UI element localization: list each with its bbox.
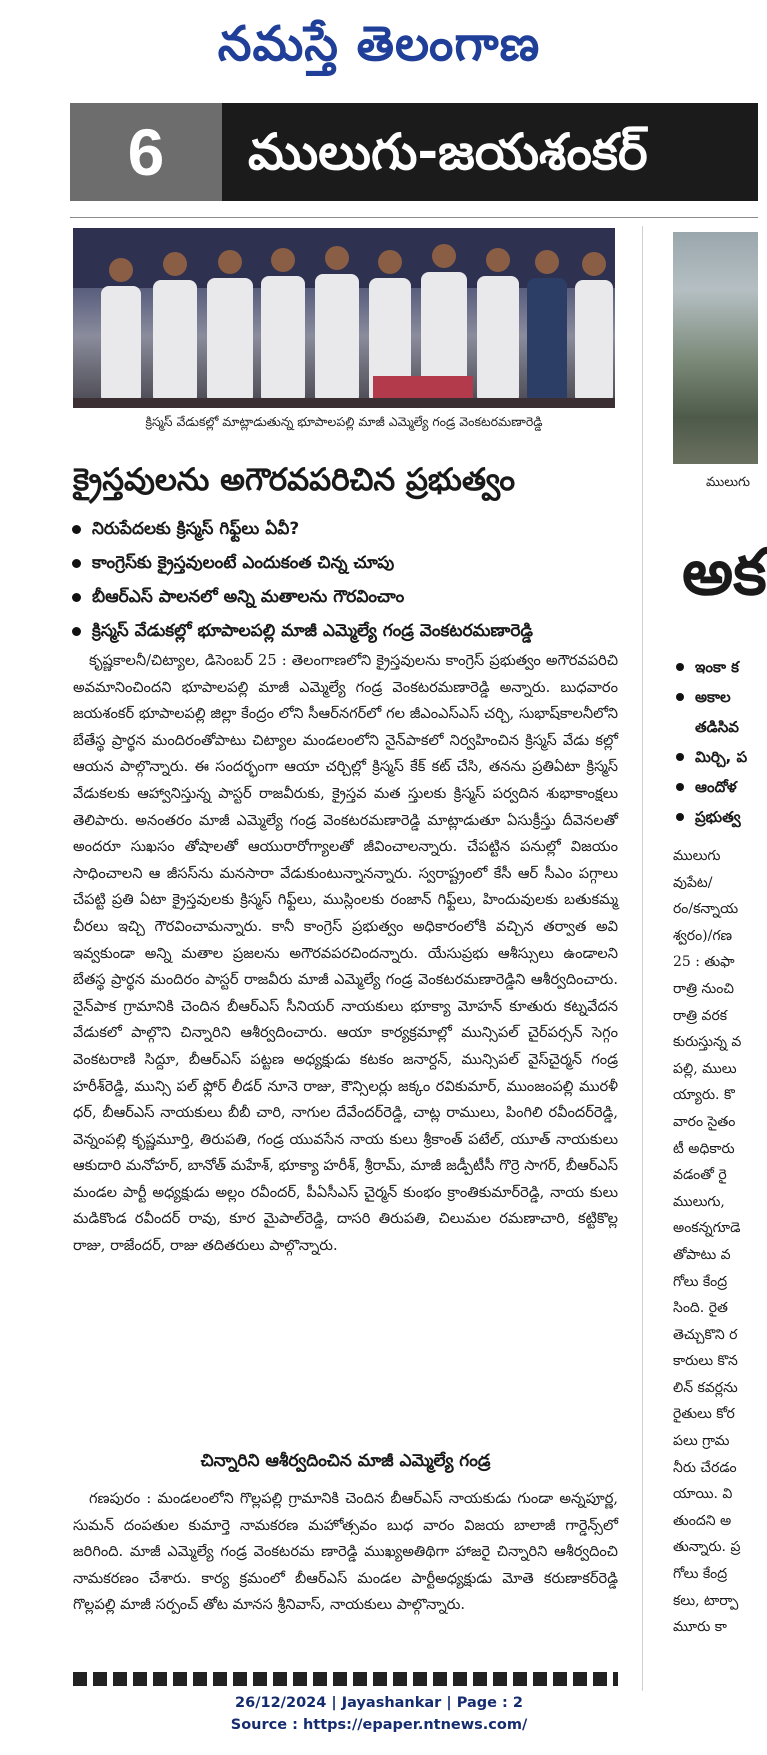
footer-source-line: Source : https://epaper.ntnews.com/: [230, 1717, 528, 1733]
section-title-bar: ములుగు-జయశంకర్: [222, 103, 758, 201]
bullet-item: కాంగ్రెస్‌కు క్రైస్తవులంటే ఎందుకంత చిన్న చూపు: [70, 546, 618, 580]
second-story-body: గణపురం : మండలంలోని గొల్లపల్లి గ్రామానికి చెందిన బీఆర్‌ఎస్ నాయకుడు గుండా అన్నపూర్ణ, సుమన్ దంపతుల కుమార్తె నామకరణ మహోత్సవం బుధ వారం విజయ బాలాజీ గార్డెన్స్‌లో జరిగింది. మాజీ ఎమ్మెల్యే గండ్ర వెంకటరమ ణారెడ్డి ముఖ్యఅతిథిగా హాజరై చిన్నారిని ఆశీర్వదించి నామకరణం చేశారు. కార్య క్రమంలో బీఆర్‌ఎస్ మండల పార్టీఅధ్యక్షుడు మోతె కరుణాకర్‌రెడ్డి గొల్లపల్లి మాజీ సర్పంచ్ తోట మానస శ్రీనివాస్, నాయకులు పాల్గొన్నారు.: [73, 1490, 618, 1614]
right-body-line: తెచ్చుకొని ర: [673, 1326, 738, 1343]
right-body-line: గోలు కేంద్ర: [673, 1566, 728, 1583]
right-body-line: కలు, టార్పా: [673, 1592, 739, 1609]
right-body-line: ములుగు,: [673, 1193, 725, 1210]
right-body-line: అంకన్నగూడె: [673, 1220, 741, 1237]
right-bullet-item: తడిసివ: [695, 718, 739, 736]
right-bullets: [673, 652, 758, 832]
header-rule: [70, 217, 758, 218]
right-body-line: యాయి. వి: [673, 1486, 733, 1503]
right-bullet-item: ఆందోళ: [673, 772, 758, 802]
right-bullet-item: ఇంకా క: [673, 652, 758, 682]
right-body-line: య్యారు. కొ: [673, 1087, 735, 1104]
right-body-line: వారం సైతం: [673, 1113, 736, 1130]
right-body-line: సింది. రైత: [673, 1300, 728, 1317]
column-divider: [642, 226, 643, 1691]
right-body-line: శ్వరం)/గణ: [673, 927, 733, 944]
right-body-line: టీ అధికారు: [673, 1140, 735, 1157]
right-body-line: రైతులు కోర: [673, 1406, 735, 1423]
right-body-line: కురుస్తున్న వ: [673, 1034, 742, 1051]
bullet-item: బీఆర్‌ఎస్ పాలనలో అన్ని మతాలను గౌరవించాం: [70, 580, 618, 614]
bullet-item: నిరుపేదలకు క్రిస్మస్ గిఫ్ట్‌లు ఏవీ?: [70, 512, 618, 546]
right-body-line: పలు గ్రామ: [673, 1433, 730, 1450]
right-body-line: కారులు కొన: [673, 1353, 738, 1370]
right-body-line: వడంతో రై: [673, 1167, 727, 1184]
right-bullet-item: ప్రభుత్వ: [673, 802, 758, 832]
right-bullet-item: అకాల: [673, 682, 758, 712]
right-body-line: 25 : తుఫా: [673, 954, 735, 971]
right-body-line: లిన్ కవర్లను: [673, 1379, 738, 1396]
highlight-bullets: [70, 512, 618, 648]
photo-caption: క్రిస్మస్ వేడుకల్లో మాట్లాడుతున్న భూపాలపల్లి మాజీ ఎమ్మెల్యే గండ్ర వెంకటరమణారెడ్డి: [145, 414, 543, 429]
right-body-line: నీరు చేరడం: [673, 1459, 737, 1476]
next-headline-cut: [73, 1672, 618, 1680]
right-body-line: రాత్రి వరక: [673, 1007, 728, 1024]
right-article-body: [673, 843, 758, 1641]
right-body-line: రాత్రి నుంచి: [673, 980, 735, 997]
right-body-line: తున్నారు. ప్ర: [673, 1539, 741, 1556]
newspaper-masthead: నమస్తే తెలంగాణ: [217, 16, 541, 72]
main-headline: క్రైస్తవులను అగౌరవపరిచిన ప్రభుత్వం: [73, 462, 516, 498]
second-story-headline: చిన్నారిని ఆశీర్వదించిన మాజీ ఎమ్మెల్యే గండ్ర: [200, 1451, 491, 1471]
right-news-photo: [673, 232, 758, 464]
right-body-line: గోలు కేంద్ర: [673, 1273, 728, 1290]
right-body-line: పల్లి, ములు: [673, 1060, 737, 1077]
right-body-line: ములుగు: [673, 848, 721, 864]
right-body-line: మూరు కా: [673, 1619, 727, 1636]
footer-date-line: 26/12/2024 | Jayashankar | Page : 2: [235, 1695, 523, 1711]
bullet-item: క్రిస్మస్ వేడుకల్లో భూపాలపల్లి మాజీ ఎమ్మెల్యే గండ్ర వెంకటరమణారెడ్డి: [70, 614, 618, 648]
right-body-line: తోపాటు వ: [673, 1246, 731, 1263]
right-body-line: తుందని అ: [673, 1512, 732, 1529]
right-headline: అక: [682, 536, 767, 610]
right-body-line: వుపేట/: [673, 874, 713, 891]
right-body-line: రం/కన్నాయ: [673, 901, 739, 918]
page-number-box: 6: [70, 103, 222, 201]
right-photo-caption: ములుగు: [706, 475, 751, 490]
right-bullet-item: మిర్చి, ప: [673, 742, 758, 772]
main-article-body: కృష్ణకాలనీ/చిట్యాల, డిసెంబర్ 25 : తెలంగాణలోని క్రైస్తవులను కాంగ్రెస్ ప్రభుత్వం అగౌరవపరిచి అవమానించిందని భూపాలపల్లి మాజీ ఎమ్మెల్యే గండ్ర వెంకటరమణారెడ్డి అన్నారు. బుధవారం జయశంకర్ భూపాలపల్లి జిల్లా కేంద్రం లోని సీఆర్‌నగర్‌లో గల జీఎంఎస్‌ఎస్ చర్చి, సుభాష్‌కాలనీలోని బేతేస్థ ప్రార్థన మందిరంతోపాటు చిట్యాల మండలంలోని నైన్‌పాకలో నిర్వహించిన క్రిస్మస్ వేడు కల్లో ఆయన పాల్గొన్నారు. ఈ సందర్భంగా ఆయా చర్చిల్లో క్రిస్మస్ కేక్ కట్ చేసి, తనను ప్రతిఏటా క్రిస్మస్ వేడుకలకు ఆహ్వానిస్తున్న పాస్టర్ రాజవీరుకు, క్రైస్తవ మత స్తులకు క్రిస్మస్ పర్వదిన శుభాకాంక్షలు తెలిపారు. అనంతరం మాజీ ఎమ్మెల్యే గండ్ర వెంకటరమణారెడ్డి మాట్లాడుతూ ఏసుక్రీస్తు దీవెనలతో అందరూ సుఖసం తోషాలతో ఆయురారోగ్యాలతో జీవించాలన్నారు. చేపట్టిన పనుల్లో విజయం సాధించాలని ఆ జీసస్‌ను మనసారా వేడుకుంటున్నానన్నారు. స్వరాష్ట్రంలో కేసీ ఆర్ సీఎం పగ్గాలు చేపట్టి ప్రతి ఏటా క్రైస్తవులకు క్రిస్మస్ గిఫ్ట్‌లు, ముస్లింలకు రంజాన్ గిఫ్ట్‌లు, హిందువులకు బతుకమ్మ చీరలు ఇచ్చి గౌరవించామన్నారు. కానీ కాంగ్రెస్ ప్రభుత్వం అధికారంలోకి వచ్చిన తర్వాత అవి ఇవ్వకుండా అన్ని మతాల ప్రజలను అగౌరవపరచిందన్నారు. యేసుప్రభు ఆశీస్సులు ఉండాలని బేతస్థ ప్రార్థన మందిరం పాస్టర్ రాజవీరు మాజీ ఎమ్మెల్యే గండ్ర వెంకటరమణారెడ్డిని ఆశీర్వదించారు. నైన్‌పాక గ్రామానికి చెందిన బీఆర్‌ఎస్ సీనియర్ నాయకులు భూక్యా మోహన్ కూతురు కట్నవేదన వేడుకలో పాల్గొని చిన్నారిని ఆశీర్వదించారు. ఆయా కార్యక్రమాల్లో మున్సిపల్ చైర్‌పర్సన్ సెగ్గం వెంకటరాణి సిద్దూ, బీఆర్‌ఎస్ పట్టణ అధ్యక్షుడు కటకం జనార్దన్, మున్సిపల్ వైస్‌చైర్మన్ గండ్ర హరీశ్‌రెడ్డి, మున్సి పల్ ఫ్లోర్ లీడర్ నూనె రాజు, కౌన్సిలర్లు జక్కం రవికుమార్, ముంజంపల్లి మురళీ ధర్, బీఆర్‌ఎస్ నాయకులు బీబీ చారి, నాగుల దేవేందర్‌రెడ్డి, చాట్ల రాములు, పింగిలి రవీందర్‌రెడ్డి, వెన్నంపల్లి కృష్ణమూర్తి, తిరుపతి, గండ్ర యువసేన నాయ కులు శ్రీకాంత్ పటేల్, యూత్ నాయకులు ఆకుదారి మనోహర్, బానోత్ మహేశ్, భూక్యా హరీశ్, శ్రీరామ్, మాజీ జడ్పీటీసీ గొర్రె సాగర్, బీఆర్‌ఎస్ మండల పార్టీ అధ్యక్షుడు అల్లం రవీందర్, పీఏసీఎస్ చైర్మన్ కుంభం క్రాంతికుమార్‌రెడ్డి, నాయ కులు మడికొండ రవీందర్ రావు, కూర మైపాల్‌రెడ్డి, దాసరి తిరుపతి, చిలుమల రమణాచారి, కట్టికొల్ల రాజు, రాజేందర్, రాజు తదితరులు పాల్గొన్నారు.: [73, 652, 618, 1255]
page-footer: [0, 1692, 758, 1736]
news-photo: [73, 228, 615, 408]
crowd-illustration: [73, 228, 615, 408]
